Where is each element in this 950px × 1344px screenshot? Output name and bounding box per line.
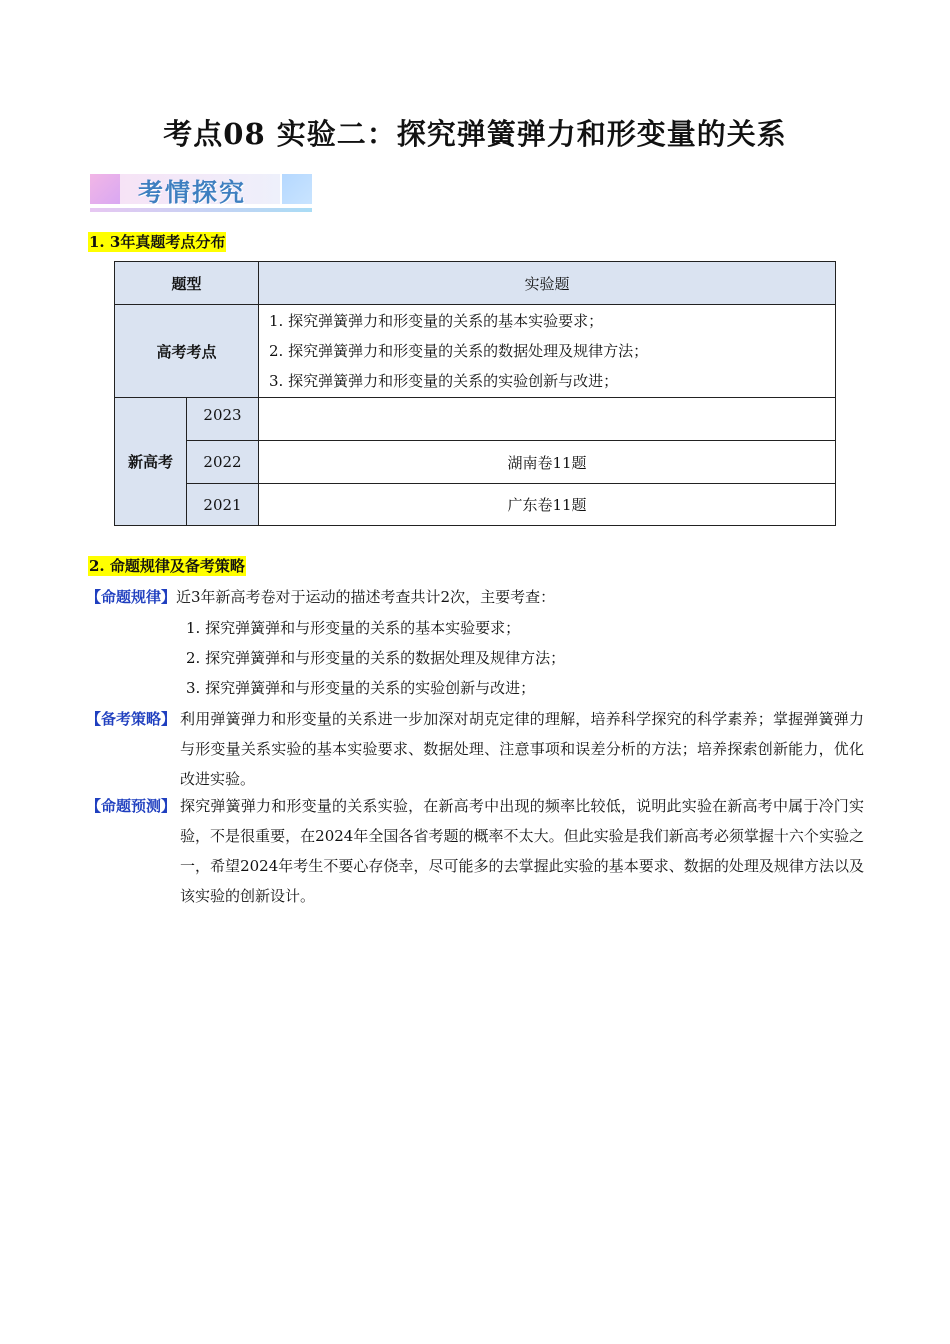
year-cell: 2023 [187, 398, 259, 441]
rule-line [86, 582, 555, 612]
year-cell: 2021 [187, 484, 259, 526]
header-value-cell: 实验题 [259, 262, 836, 305]
table-row [115, 441, 836, 484]
banner-label: 考情探究 [138, 178, 247, 207]
list-item: 2. 探究弹簧弹和与形变量的关系的数据处理及规律方法； [186, 649, 566, 667]
header-label-cell: 题型 [115, 262, 259, 305]
group-label-cell: 新高考 [115, 398, 187, 526]
banner-left-block [90, 174, 120, 204]
table-row [115, 398, 836, 441]
forecast-tag: 【命题预测】 [86, 797, 177, 815]
point-item: 3. 探究弹簧弹力和形变量的关系的实验创新与改进； [269, 372, 619, 390]
strategy-tag: 【备考策略】 [86, 710, 177, 728]
section1-heading: 1. 3年真题考点分布 [89, 233, 226, 251]
table-row [115, 484, 836, 526]
point-item: 2. 探究弹簧弹力和形变量的关系的数据处理及规律方法； [269, 342, 649, 360]
list-item: 3. 探究弹簧弹和与形变量的关系的实验创新与改进； [186, 679, 536, 697]
rule-tag: 【命题规律】 [86, 588, 177, 606]
year-value-cell [259, 398, 836, 441]
points-cell [259, 305, 836, 398]
forecast-text: 探究弹簧弹力和形变量的关系实验，在新高考中出现的频率比较低，说明此实验在新高考中属于冷门实验，不是很重要，在2024年全国各省考题的概率不太大。但此实验是我们新高考必须掌握十六个实验之一，希望2024年考生不要心存侥幸，尽可能多的去掌握此实验的基本要求、数据的处理及规律方法以及该实验的创新设计。 [180, 797, 864, 905]
point-item: 1. 探究弹簧弹力和形变量的关系的基本实验要求； [269, 312, 604, 330]
year-cell: 2022 [187, 441, 259, 484]
rule-text: 近3年新高考卷对于运动的描述考查共计2次，主要考查： [176, 588, 556, 606]
exam-distribution-table [114, 261, 836, 526]
points-label-cell: 高考考点 [115, 305, 259, 398]
table-row [115, 305, 836, 398]
section-banner [90, 170, 312, 216]
section2-heading: 2. 命题规律及备考策略 [89, 557, 245, 575]
year-value-cell: 湖南卷11题 [259, 441, 836, 484]
banner-right-block [282, 174, 312, 204]
strategy-text-wrap [180, 704, 864, 794]
year-value-cell: 广东卷11题 [259, 484, 836, 526]
rule-items-list [186, 613, 565, 703]
list-item: 1. 探究弹簧弹和与形变量的关系的基本实验要求； [186, 619, 521, 637]
strategy-text: 利用弹簧弹力和形变量的关系进一步加深对胡克定律的理解，培养科学探究的科学素养；掌握弹簧弹力与形变量关系实验的基本实验要求、数据处理、注意事项和误差分析的方法；培养探索创新能力，优化改进实验。 [180, 710, 864, 788]
table-row [115, 262, 836, 305]
forecast-text-wrap [180, 791, 864, 911]
page-title: 考点08 实验二：探究弹簧弹力和形变量的关系 [163, 117, 787, 151]
